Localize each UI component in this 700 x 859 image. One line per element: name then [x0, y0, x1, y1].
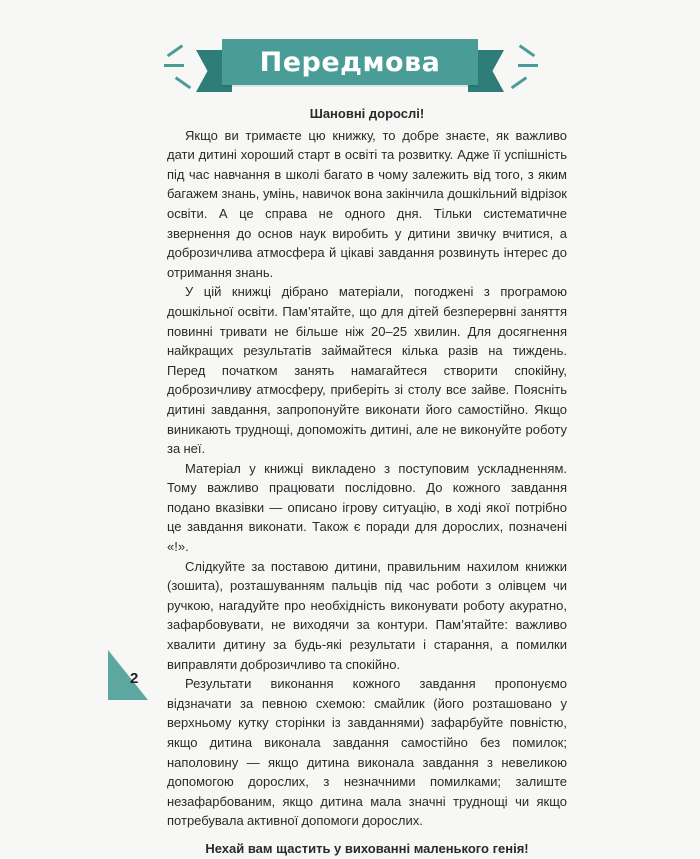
paragraph: Слідкуйте за поставою дитини, правильним нахилом книжки (зошита), розташуванням пальців під час роботи з олівцем чи ручкою, нагадуйте про необхідність виконувати роботу акуратно, зафарбовувати, не виходячи за контури. Пам’ятайте: важливо хвалити дитину за будь-які результати і старання, а помилки виправляти доброзичливо та спокійно.	[167, 558, 567, 672]
paragraph: Результати виконання кожного завдання пропонуємо відзначати за певною схемою: смайлик (його розташовано у верхньому кутку сторінки із завданнями) зафарбуйте повністю, якщо дитина виконала завдання самостійно без помилок; наполовину — якщо дитина виконала завдання з невеликою допомогою дорослих, з незначними помилками; залиште незафарбованим, якщо дитина мала значні труднощі чи якщо потребувала активної допомоги дорослих.	[167, 676, 567, 829]
greeting: Шановні дорослі!	[309, 106, 425, 121]
paragraph: У цій книжці дібрано матеріали, погоджені з програмою дошкільної освіти. Пам’ятайте, що для дітей безперервні заняття повинні тривати не більше ніж 20–25 хвилин. Для досягнення найкращих результатів займайтеся кілька разів на тиждень. Перед початком занять намагайтеся створити спокійну, доброзичливу атмосферу, приберіть зі столу все зайве. Поясніть дитині завдання, запропонуйте виконати його самостійно. Якщо виникають труднощі, допоможіть дитині, але не виконуйте роботу за неї.	[167, 284, 567, 457]
title-banner	[0, 34, 700, 104]
paragraph: Якщо ви тримаєте цю книжку, то добре знаєте, як важливо дати дитині хороший старт в освіті та розвитку. Адже її успішність під час навчання в школі багато в чому залежить від того, з яким багажем знань, умінь, навичок вона закінчила дошкільний відрізок освіти. А це справа не одного дня. Тільки систематичне звернення до основ наук виробить у дитини звичку вчитися, а доброзичлива атмосфера й цікаві завдання розвинуть інтерес до отримання знань.	[167, 127, 567, 280]
page-title: Передмова	[259, 46, 441, 78]
closing-line: Нехай вам щастить у вихованні маленького генія!	[205, 840, 529, 856]
paragraph: Матеріал у книжці викладено з поступовим ускладненням. Тому важливо працювати послідовно. До кожного завдання подано вказівки — описано ігрову ситуацію, в ході якої потрібно це завдання виконати. Також є поради для дорослих, позначені «!».	[167, 460, 567, 555]
corner-decoration	[108, 650, 148, 700]
preface-text	[167, 104, 567, 859]
ribbon	[222, 39, 478, 85]
page-number: 2	[130, 670, 139, 687]
